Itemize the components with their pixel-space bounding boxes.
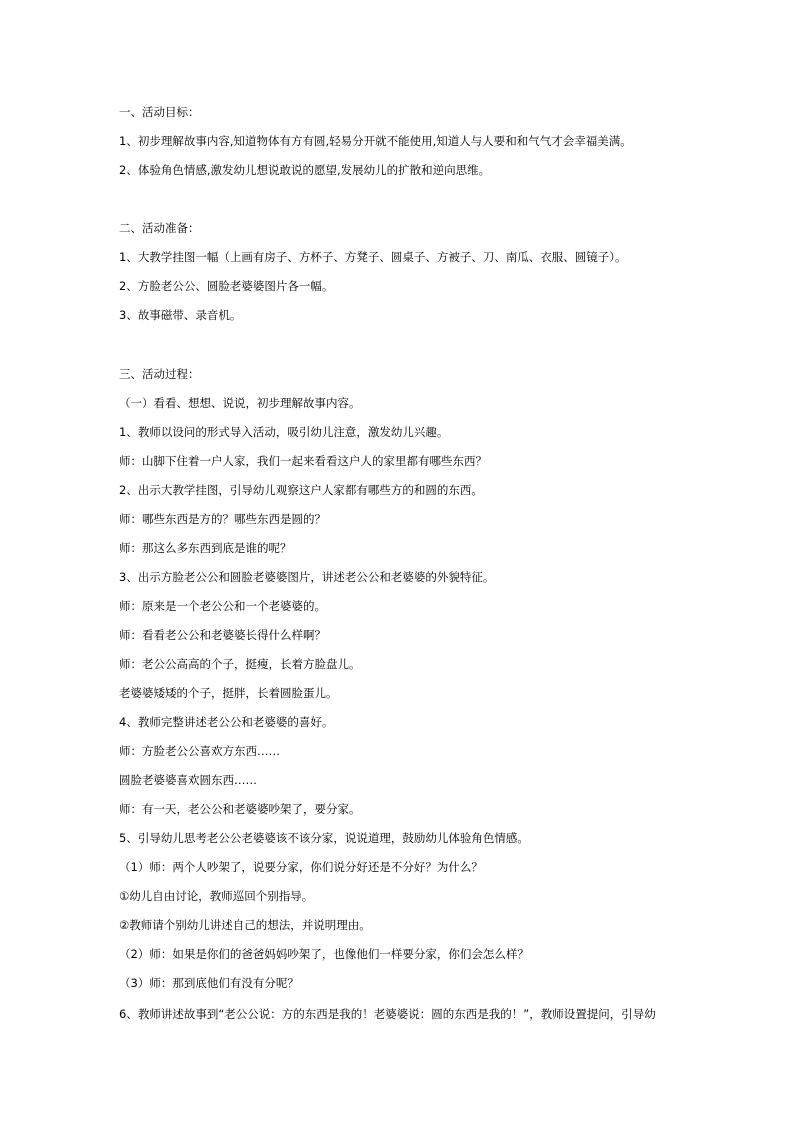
goal-item-1: 1、初步理解故事内容,知道物体有方有圆,轻易分开就不能使用,知道人与人要和和气气才会幸福美满。 xyxy=(119,134,632,148)
process-line: ②教师请个别幼儿讲述自己的想法，并说明理由。 xyxy=(119,918,371,932)
process-line: 师：原来是一个老公公和一个老婆婆的。 xyxy=(119,599,326,613)
prep-item-2: 2、方脸老公公、圆脸老婆婆图片各一幅。 xyxy=(119,279,334,293)
process-line: 老婆婆矮矮的个子，挺胖，长着圆脸蛋儿。 xyxy=(119,686,338,700)
process-line: 师：哪些东西是方的？哪些东西是圆的？ xyxy=(119,512,326,526)
process-line: 师：方脸老公公喜欢方东西…… xyxy=(119,744,280,758)
process-line: 5、引导幼儿思考老公公老婆婆该不该分家，说说道理，鼓励幼儿体验角色情感。 xyxy=(119,831,529,845)
process-line: 师：山脚下住着一户人家，我们一起来看看这户人的家里都有哪些东西？ xyxy=(119,454,487,468)
process-line: ①幼儿自由讨论，教师巡回个别指导。 xyxy=(119,889,314,903)
prep-item-1: 1、大教学挂图一幅（上画有房子、方杯子、方凳子、圆桌子、方被子、刀、南瓜、衣服、圆镜子）。 xyxy=(119,250,627,264)
section-1-heading: 一、活动目标： xyxy=(119,105,200,119)
process-line: 圆脸老婆婆喜欢圆东西…… xyxy=(119,773,257,787)
prep-item-3: 3、故事磁带、录音机。 xyxy=(119,308,242,322)
process-line: （3）师：那到底他们有没有分呢？ xyxy=(119,976,299,990)
process-line: 3、出示方脸老公公和圆脸老婆婆图片，讲述老公公和老婆婆的外貌特征。 xyxy=(119,570,495,584)
process-line: （1）师：两个人吵架了，说要分家，你们说分好还是不分好？为什么？ xyxy=(119,860,483,874)
process-line: 师：老公公高高的个子，挺瘦，长着方脸盘儿。 xyxy=(119,657,361,671)
process-line: （2）师：如果是你们的爸爸妈妈吵架了，也像他们一样要分家，你们会怎么样？ xyxy=(119,947,529,961)
process-line: 师：那这么多东西到底是谁的呢？ xyxy=(119,541,292,555)
process-line: 1、教师以设问的形式导入活动，吸引幼儿注意，激发幼儿兴趣。 xyxy=(119,425,449,439)
goal-item-2: 2、体验角色情感,激发幼儿想说敢说的愿望,发展幼儿的扩散和逆向思维。 xyxy=(119,163,491,177)
process-line: 4、教师完整讲述老公公和老婆婆的喜好。 xyxy=(119,715,334,729)
process-line: 师：有一天，老公公和老婆婆吵架了，要分家。 xyxy=(119,802,361,816)
process-line: 6、教师讲述故事到“老公公说：方的东西是我的！老婆婆说：圆的东西是我的！”，教师设置提问，引导幼 xyxy=(119,1007,656,1021)
process-line: 师：看看老公公和老婆婆长得什么样啊？ xyxy=(119,628,326,642)
process-line: （一）看看、想想、说说，初步理解故事内容。 xyxy=(119,396,361,410)
section-2-heading: 二、活动准备： xyxy=(119,221,200,235)
section-3-heading: 三、活动过程： xyxy=(119,367,200,381)
process-line: 2、出示大教学挂图，引导幼儿观察这户人家都有哪些方的和圆的东西。 xyxy=(119,483,483,497)
